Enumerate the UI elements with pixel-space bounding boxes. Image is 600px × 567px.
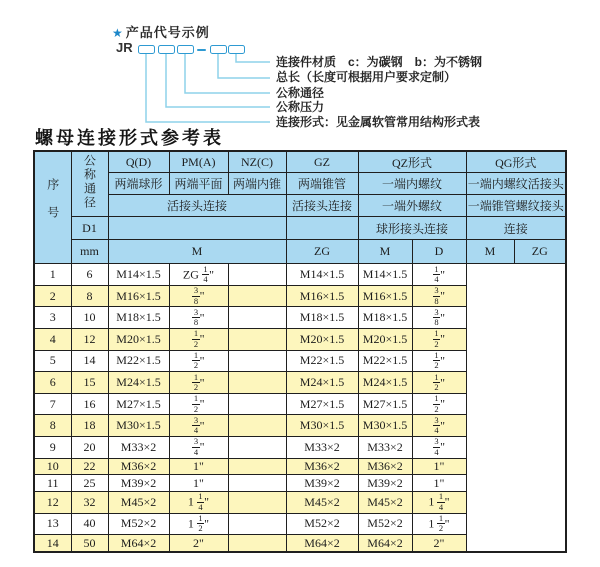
table-row [34,535,566,552]
table-row [34,415,566,437]
cell-mm: 50 [71,535,108,552]
header-col-qz: QZ形式 [358,151,466,173]
cell-qz-m [228,458,286,475]
cell-gz-zg: $\frac{1}{2}$ " [169,350,228,372]
cell-qg-m: M18×1.5 [358,307,412,329]
callout-length: 总长（长度可根据用户要求定制） [276,70,457,84]
cell-qz-m [228,492,286,514]
cell-mm: 18 [71,415,108,437]
cell-qz-d: M16×1.5 [286,285,358,307]
cell-qg-zg: $\frac{1}{2}$ " [412,350,466,372]
cell-gz-zg: 2" [169,535,228,552]
header-col-pm: PM(A) [169,151,228,173]
fraction: $\frac{1}{2}$ [434,393,439,414]
cell-mm: 22 [71,458,108,475]
header-seq: 序号 [34,151,71,264]
fraction: $\frac{1}{4}$ [438,491,444,512]
cell-seq: 13 [34,513,71,535]
table-row [34,350,566,372]
cell-gz-zg: $\frac{3}{4}$ " [169,415,228,437]
fraction: $\frac{3}{4}$ [434,436,439,457]
header-qg-sub2: 一端锥管螺纹接头 [466,195,566,217]
cell-mm: 20 [71,437,108,459]
cell-seq: 11 [34,475,71,492]
cell-qg-m: M39×2 [358,475,412,492]
header-m-span: M [108,240,286,264]
header-row-5 [34,240,566,264]
code-box-5 [228,45,245,54]
code-prefix: JR [116,40,133,55]
header-gz-zg: ZG [286,240,358,264]
table-row [34,458,566,475]
cell-qg-m: M24×1.5 [358,372,412,394]
cell-qg-zg: $\frac{1}{2}$ " [412,329,466,351]
cell-thread-m: M36×2 [108,458,169,475]
cell-gz-zg: 1" [169,475,228,492]
header-union-connection: 活接头连接 [108,195,286,217]
fraction: $\frac{3}{4}$ [193,414,199,436]
cell-thread-m: M18×1.5 [108,307,169,329]
cell-gz-zg: $\frac{1}{2}$ " [169,393,228,415]
header-qz-conn: 球形接头连接 [358,217,466,240]
cell-qz-d: M52×2 [286,513,358,535]
nut-connection-table [33,150,567,553]
fraction: $\frac{1}{2}$ [193,350,199,371]
cell-qz-m [228,437,286,459]
cell-qz-m [228,513,286,535]
cell-seq: 10 [34,458,71,475]
cell-seq: 2 [34,285,71,307]
cell-qg-m: M22×1.5 [358,350,412,372]
cell-qg-zg: $\frac{3}{8}$ " [412,285,466,307]
cell-thread-m: M27×1.5 [108,393,169,415]
fraction: $\frac{3}{4}$ [434,414,439,436]
header-empty-m-span [108,217,286,240]
cell-thread-m: M52×2 [108,513,169,535]
cell-mm: 10 [71,307,108,329]
table-row [34,329,566,351]
header-qg-conn: 连接 [466,217,566,240]
table-row [34,393,566,415]
cell-mm: 25 [71,475,108,492]
fraction: $\frac{3}{8}$ [193,285,199,306]
cell-qg-zg: 1 $\frac{1}{4}$ " [412,492,466,514]
fraction: $\frac{3}{8}$ [434,306,439,328]
fraction: $\frac{1}{2}$ [198,513,203,534]
fraction: $\frac{1}{2}$ [434,328,439,349]
code-box-1 [138,45,155,54]
cell-qg-m: M64×2 [358,535,412,552]
cell-seq: 9 [34,437,71,459]
cell-seq: 3 [34,307,71,329]
header-nz-sub: 两端内锥 [228,173,286,195]
cell-thread-m: M22×1.5 [108,350,169,372]
header-row-1 [34,151,566,173]
fraction: $\frac{1}{2}$ [438,513,444,534]
cell-thread-m: M39×2 [108,475,169,492]
cell-qg-zg: 1" [412,475,466,492]
header-col-q: Q(D) [108,151,169,173]
cell-qg-m: M27×1.5 [358,393,412,415]
fraction: $\frac{1}{2}$ [193,371,199,393]
cell-qz-d: M39×2 [286,475,358,492]
cell-seq: 1 [34,264,71,286]
fraction: $\frac{1}{2}$ [193,393,199,414]
cell-qg-m: M16×1.5 [358,285,412,307]
cell-gz-zg: $\frac{3}{8}$ " [169,307,228,329]
product-code-heading-text: 产品代号示例 [125,25,210,40]
cell-qz-m [228,372,286,394]
star-icon: ★ [112,26,124,40]
cell-mm: 12 [71,329,108,351]
fraction: $\frac{1}{4}$ [198,491,203,512]
cell-mm: 8 [71,285,108,307]
cell-thread-m: M45×2 [108,492,169,514]
cell-qz-m [228,264,286,286]
header-row-2 [34,173,566,195]
header-qg-zg: ZG [514,240,566,264]
table-row [34,285,566,307]
cell-qz-m [228,350,286,372]
header-q-sub: 两端球形 [108,173,169,195]
cell-qz-d: M36×2 [286,458,358,475]
cell-qg-zg: $\frac{3}{4}$ " [412,415,466,437]
fraction: $\frac{1}{2}$ [193,328,199,349]
fraction: $\frac{3}{4}$ [193,436,199,457]
header-empty-gz [286,217,358,240]
cell-qg-zg: $\frac{3}{4}$ " [412,437,466,459]
cell-seq: 4 [34,329,71,351]
cell-thread-m: M64×2 [108,535,169,552]
callout-pressure: 公称压力 [276,100,325,114]
cell-qg-m: M14×1.5 [358,264,412,286]
cell-thread-m: M33×2 [108,437,169,459]
header-pm-sub: 两端平面 [169,173,228,195]
table-row [34,475,566,492]
table-row [34,492,566,514]
cell-qg-m: M33×2 [358,437,412,459]
fraction: $\frac{3}{8}$ [193,306,199,328]
cell-qz-m [228,329,286,351]
fraction: $\frac{1}{2}$ [434,350,439,371]
table-row [34,264,566,286]
cell-qz-m [228,307,286,329]
cell-qz-d: M18×1.5 [286,307,358,329]
cell-qg-m: M45×2 [358,492,412,514]
cell-mm: 32 [71,492,108,514]
cell-qg-zg: $\frac{3}{8}$ " [412,307,466,329]
header-d1: D1 [71,217,108,240]
cell-gz-zg: $\frac{3}{4}$ " [169,437,228,459]
cell-gz-zg: 1" [169,458,228,475]
cell-qz-m [228,475,286,492]
header-qz-d: D [412,240,466,264]
fraction: $\frac{1}{2}$ [434,371,439,393]
cell-gz-zg: 1 $\frac{1}{2}$ " [169,513,228,535]
cell-qz-d: M64×2 [286,535,358,552]
cell-mm: 40 [71,513,108,535]
cell-seq: 6 [34,372,71,394]
cell-gz-zg: $\frac{1}{2}$ " [169,372,228,394]
cell-mm: 6 [71,264,108,286]
cell-qz-d: M45×2 [286,492,358,514]
header-qz-m: M [358,240,412,264]
cell-qz-d: M27×1.5 [286,393,358,415]
cell-qg-m: M52×2 [358,513,412,535]
cell-qg-zg: 1 $\frac{1}{2}$ " [412,513,466,535]
header-qz-sub2: 一端外螺纹 [358,195,466,217]
table-row [34,513,566,535]
cell-thread-m: M20×1.5 [108,329,169,351]
cell-gz-zg: $\frac{1}{2}$ " [169,329,228,351]
cell-mm: 16 [71,393,108,415]
table-title: 螺母连接形式参考表 [35,128,224,148]
cell-seq: 5 [34,350,71,372]
header-row-4 [34,217,566,240]
table-row [34,437,566,459]
code-box-3 [177,45,194,54]
header-gz-conn: 活接头连接 [286,195,358,217]
header-nominal-diameter: 公称通径 [71,151,108,217]
cell-qz-m [228,393,286,415]
code-box-2 [158,45,175,54]
cell-qg-zg: $\frac{1}{4}$ " [412,264,466,286]
callout-material: 连接件材质 c：为碳钢 b：为不锈钢 [276,55,483,69]
cell-qz-d: M30×1.5 [286,415,358,437]
code-box-4 [210,45,227,54]
cell-qz-d: M14×1.5 [286,264,358,286]
cell-qz-d: M24×1.5 [286,372,358,394]
cell-qg-zg: $\frac{1}{2}$ " [412,393,466,415]
cell-qz-m [228,535,286,552]
table-row [34,307,566,329]
cell-qg-zg: $\frac{1}{2}$ " [412,372,466,394]
fraction: $\frac{1}{4}$ [434,263,439,285]
fraction: $\frac{1}{4}$ [203,263,208,285]
header-col-gz: GZ [286,151,358,173]
header-gz-sub: 两端锥管 [286,173,358,195]
cell-thread-m: M14×1.5 [108,264,169,286]
callout-conn-form: 连接形式：见金属软管常用结构形式表 [276,115,481,129]
cell-seq: 14 [34,535,71,552]
cell-qg-m: M36×2 [358,458,412,475]
cell-thread-m: M30×1.5 [108,415,169,437]
cell-qz-d: M22×1.5 [286,350,358,372]
cell-qz-d: M33×2 [286,437,358,459]
cell-qz-m [228,285,286,307]
cell-gz-zg: ZG $\frac{1}{4}$ " [169,264,228,286]
cell-seq: 12 [34,492,71,514]
code-dash [197,49,206,51]
header-qg-m: M [466,240,514,264]
cell-gz-zg: 1 $\frac{1}{4}$ " [169,492,228,514]
cell-thread-m: M24×1.5 [108,372,169,394]
header-qz-sub1: 一端内螺纹 [358,173,466,195]
header-qg-sub1: 一端内螺纹活接头 [466,173,566,195]
cell-qg-m: M30×1.5 [358,415,412,437]
fraction: $\frac{3}{8}$ [434,285,439,306]
cell-qz-m [228,415,286,437]
cell-gz-zg: $\frac{3}{8}$ " [169,285,228,307]
cell-thread-m: M16×1.5 [108,285,169,307]
cell-seq: 7 [34,393,71,415]
cell-qg-zg: 2" [412,535,466,552]
header-col-nz: NZ(C) [228,151,286,173]
table-row [34,372,566,394]
cell-qg-zg: 1" [412,458,466,475]
header-mm: mm [71,240,108,264]
cell-mm: 15 [71,372,108,394]
header-row-3 [34,195,566,217]
cell-seq: 8 [34,415,71,437]
callout-diameter: 公称通径 [276,86,325,100]
cell-qz-d: M20×1.5 [286,329,358,351]
cell-qg-m: M20×1.5 [358,329,412,351]
cell-mm: 14 [71,350,108,372]
header-col-qg: QG形式 [466,151,566,173]
